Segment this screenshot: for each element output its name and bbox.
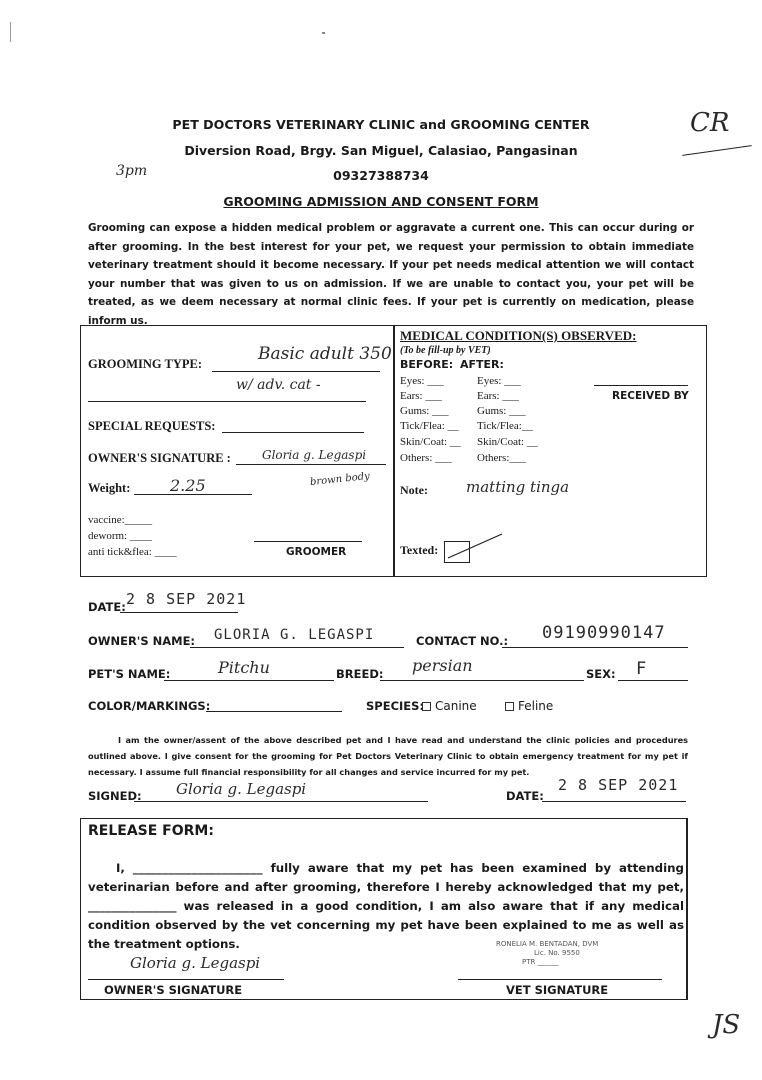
vet-stamp-name: RONELIA M. BENTADAN, DVM <box>496 940 599 948</box>
grooming-type-value-2: w/ adv. cat - <box>236 377 321 393</box>
signed-line <box>134 801 428 802</box>
groomer-line <box>254 541 362 542</box>
before-others: Others: ___ <box>400 452 452 464</box>
grooming-type-line <box>212 371 380 372</box>
before-ears: Ears: ___ <box>400 390 442 402</box>
color-markings-line <box>206 711 342 712</box>
weight-note: brown body <box>309 470 371 489</box>
signed-value: Gloria g. Legaspi <box>176 780 307 798</box>
received-by-line <box>594 385 688 386</box>
release-owner-signature: Gloria g. Legaspi <box>130 954 261 972</box>
before-gums: Gums: ___ <box>400 405 449 417</box>
release-right-edge <box>686 818 688 1000</box>
note-value: matting tinga <box>466 478 570 496</box>
owner-signature-value: Gloria g. Legaspi <box>262 448 367 462</box>
contact-line <box>502 647 688 648</box>
owner-name-value: GLORIA G. LEGASPI <box>214 627 375 643</box>
release-owner-label: OWNER'S SIGNATURE <box>104 983 243 997</box>
consent-paragraph: I am the owner/assent of the above described pet and I have read and understand the clinic policies and procedures outlined above. I give consent for the grooming for Pet Doctors Veterinary Clinic to obtain emergency treatment for my pet if necessary. I assume full financial responsibility for all changes and service incurred for my pet. <box>88 735 688 777</box>
vet-stamp-lic: Lic. No. 9550 <box>534 949 580 957</box>
species-option-canine[interactable] <box>422 699 477 713</box>
after-label: AFTER: <box>460 358 504 371</box>
clinic-phone: 09327388734 <box>333 168 429 183</box>
date-line <box>120 612 238 613</box>
breed-line <box>380 680 584 681</box>
intro-paragraph: Grooming can expose a hidden medical problem or aggravate a current one. This can occur during or after grooming. In the best interest for your pet, we request your permission to obtain immediate veterinary treatment should it become necessary. If your pet needs medical attention we will contact your number that was given to us on admission. If we are unable to contact you, your pet will be treated, as we deem necessary at normal clinic fees. If your pet is currently on medication, please inform us. <box>88 222 694 327</box>
owner-name-label: OWNER'S NAME: <box>88 634 196 648</box>
medical-title: MEDICAL CONDITION(S) OBSERVED: <box>400 328 637 343</box>
weight-label: Weight: <box>88 481 131 495</box>
grooming-type-label: GROOMING TYPE: <box>88 357 203 371</box>
before-label: BEFORE: <box>400 358 454 371</box>
form-title: GROOMING ADMISSION AND CONSENT FORM <box>223 194 539 209</box>
clinic-address: Diversion Road, Brgy. San Miguel, Calasiao, Pangasinan <box>184 143 578 158</box>
texted-checkmark <box>444 530 506 562</box>
release-form-title: RELEASE FORM: <box>88 823 214 839</box>
species-label: SPECIES: <box>366 699 425 713</box>
special-requests-line <box>222 432 364 433</box>
special-requests-label: SPECIAL REQUESTS: <box>88 419 216 433</box>
vet-stamp <box>496 940 598 967</box>
release-paragraph: I, ______________________ fully aware that my pet has been examined by attending veterinarian before and after grooming, therefore I hereby acknowledged that my pet, _______________ was released in a good condition, I am also aware that if any medical condition observed by the vet concerning my pet have been explained to me as well as the treatment options. <box>88 861 684 951</box>
medical-subtitle: (To be fill-up by VET) <box>400 345 491 356</box>
feline-checkbox[interactable] <box>505 702 514 711</box>
after-gums: Gums: ___ <box>477 405 526 417</box>
contact-value: 09190990147 <box>542 623 666 643</box>
owner-name-line <box>190 647 404 648</box>
deworm-label: deworm: ____ <box>88 530 152 542</box>
scan-edge-mark <box>10 22 11 42</box>
canine-checkbox[interactable] <box>422 702 431 711</box>
species-option-feline[interactable] <box>505 699 553 713</box>
vet-signature-line <box>458 979 662 980</box>
after-tickflea: Tick/Flea:__ <box>477 420 533 432</box>
canine-label: Canine <box>435 699 477 713</box>
feline-label: Feline <box>518 699 554 713</box>
antitick-label: anti tick&flea: ____ <box>88 546 177 558</box>
vaccine-label: vaccine:_____ <box>88 514 153 526</box>
after-eyes: Eyes: ___ <box>477 375 521 387</box>
pet-name-line <box>164 680 334 681</box>
color-markings-label: COLOR/MARKINGS: <box>88 699 211 713</box>
breed-label: BREED: <box>336 667 384 681</box>
consent-date-value: 2 8 SEP 2021 <box>558 776 679 794</box>
note-label: Note: <box>400 483 428 497</box>
breed-value: persian <box>412 656 473 675</box>
before-skincoat: Skin/Coat: __ <box>400 436 461 448</box>
date-label: DATE: <box>88 600 126 614</box>
after-skincoat: Skin/Coat: __ <box>477 436 538 448</box>
grooming-type-line-2 <box>88 401 366 402</box>
weight-value: 2.25 <box>170 476 206 495</box>
bottom-right-initials: JS <box>712 1010 741 1040</box>
sex-label: SEX: <box>586 667 616 681</box>
received-by-label: RECEIVED BY <box>612 390 689 402</box>
date-value: 2 8 SEP 2021 <box>126 590 247 608</box>
contact-label: CONTACT NO.: <box>416 634 509 648</box>
sex-value: F <box>636 659 648 679</box>
grooming-type-value: Basic adult 350 <box>258 344 392 364</box>
time-note: 3pm <box>116 163 148 179</box>
owner-signature-line <box>236 464 386 465</box>
release-owner-line <box>88 979 284 980</box>
vet-stamp-ptr: PTR ______ <box>522 958 559 966</box>
scan-dot <box>322 32 325 34</box>
owner-signature-label: OWNER'S SIGNATURE : <box>88 451 231 465</box>
after-others: Others:___ <box>477 452 526 464</box>
sex-line <box>618 680 688 681</box>
pet-name-label: PET'S NAME: <box>88 667 171 681</box>
signed-label: SIGNED: <box>88 789 142 803</box>
vet-signature-label: VET SIGNATURE <box>506 983 609 997</box>
texted-label: Texted: <box>400 543 439 557</box>
after-ears: Ears: ___ <box>477 390 519 402</box>
pet-name-value: Pitchu <box>218 658 270 677</box>
top-right-initials: CR <box>690 108 730 138</box>
consent-date-label: DATE: <box>506 789 544 803</box>
consent-date-line <box>542 801 686 802</box>
before-eyes: Eyes: ___ <box>400 375 444 387</box>
before-tickflea: Tick/Flea: __ <box>400 420 459 432</box>
groomer-label: GROOMER <box>286 546 347 558</box>
box-divider <box>393 325 395 577</box>
clinic-name: PET DOCTORS VETERINARY CLINIC and GROOMING CENTER <box>172 117 590 132</box>
